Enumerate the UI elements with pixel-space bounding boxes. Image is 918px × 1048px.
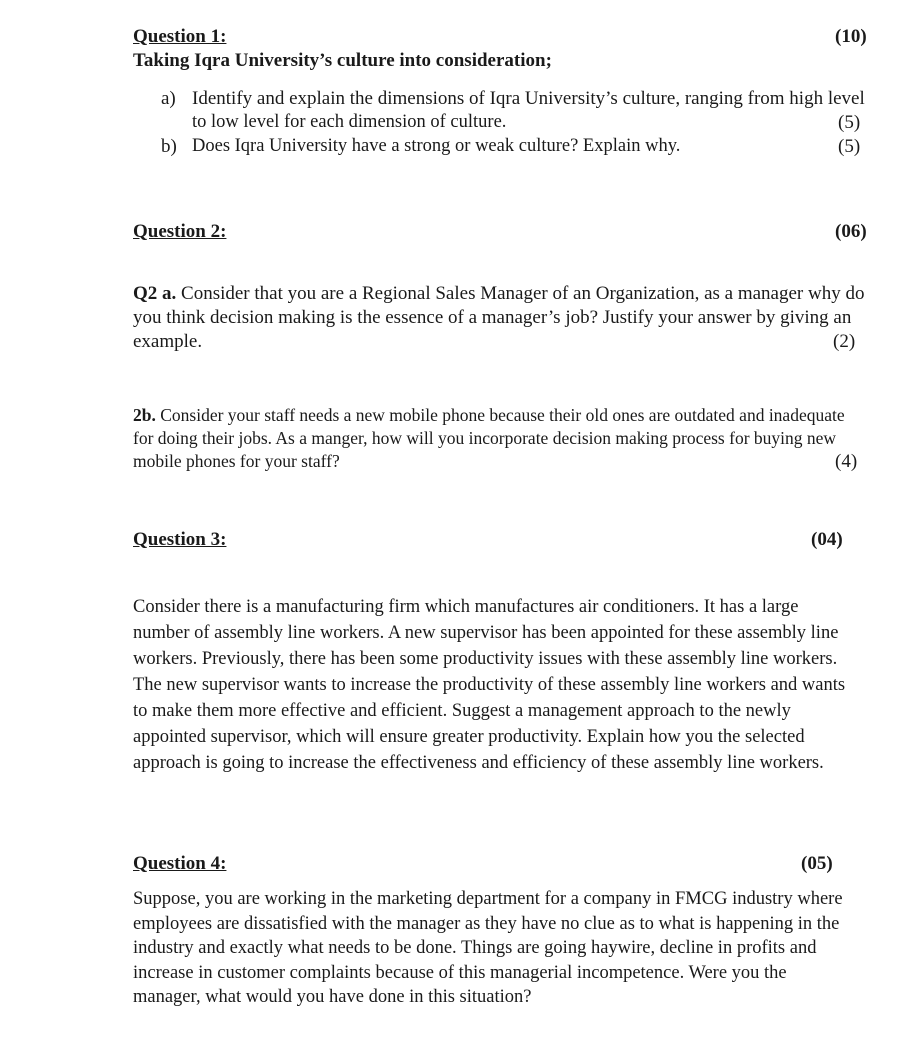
question-2a-line-2: you think decision making is the essence of a manager’s job? Justify your answer by giving an (133, 307, 852, 328)
question-4-body (133, 887, 843, 1010)
question-3-line-2: number of assembly line workers. A new supervisor has been appointed for these assembly line (133, 623, 839, 643)
question-4-line-1: Suppose, you are working in the marketing department for a company in FMCG industry where (133, 889, 843, 909)
question-1a-label: a) (161, 88, 176, 109)
question-2-heading: Question 2: (133, 221, 227, 242)
question-1-marks: (10) (835, 26, 867, 47)
question-2b-line-3: mobile phones for your staff? (133, 451, 340, 471)
question-2b-line-2: for doing their jobs. As a manger, how will you incorporate decision making process for buying new (133, 428, 837, 448)
question-4-line-4: increase in customer complaints because of this managerial incompetence. Were you the (133, 962, 787, 983)
question-3-body (133, 594, 845, 776)
question-3-line-6: appointed supervisor, which will ensure greater productivity. Explain how you the selected (133, 727, 805, 747)
question-3-line-5: to make them more effective and efficient. Suggest a management approach to the newly (133, 701, 791, 721)
question-2b-marks: (4) (835, 451, 858, 472)
question-1a-line-2: to low level for each dimension of culture. (192, 112, 507, 132)
question-1-heading: Question 1: (133, 26, 227, 47)
question-2a-line-1 (133, 283, 864, 305)
question-2b-line-1 (133, 405, 845, 426)
question-3-line-1: Consider there is a manufacturing firm which manufactures air conditioners. It has a large (133, 597, 799, 617)
question-2-marks: (06) (835, 221, 867, 242)
question-3-marks: (04) (811, 529, 843, 550)
question-4-heading: Question 4: (133, 853, 227, 874)
question-3-heading: Question 3: (133, 529, 227, 550)
question-1a-marks: (5) (838, 112, 861, 133)
question-1b-text: Does Iqra University have a strong or weak culture? Explain why. (192, 136, 681, 156)
question-1b-label: b) (161, 136, 177, 157)
question-4-line-5: manager, what would you have done in this situation? (133, 987, 532, 1007)
question-2b-text-1: Consider your staff needs a new mobile phone because their old ones are outdated and inadequate (160, 405, 845, 425)
question-1-intro: Taking Iqra University’s culture into consideration; (133, 50, 552, 71)
question-2a-text-1: Consider that you are a Regional Sales Manager of an Organization, as a manager why do (181, 283, 865, 304)
question-2a-marks: (2) (833, 331, 856, 352)
question-1b-marks: (5) (838, 136, 861, 157)
question-1a-line-1: Identify and explain the dimensions of Iqra University’s culture, ranging from high level (192, 88, 865, 109)
question-4-line-2: employees are dissatisfied with the manager as they have no clue as to what is happening in the (133, 913, 840, 934)
question-3-line-4: The new supervisor wants to increase the productivity of these assembly line workers and wants (133, 675, 846, 695)
question-2b-label: 2b. (133, 405, 156, 425)
question-3-line-3: workers. Previously, there has been some productivity issues with these assembly line workers. (133, 649, 838, 669)
question-2a-label: Q2 a. (133, 283, 177, 304)
question-4-marks: (05) (801, 853, 833, 874)
question-2a-line-3: example. (133, 331, 203, 352)
question-4-line-3: industry and exactly what needs to be done. Things are going haywire, decline in profits and (133, 938, 817, 958)
question-3-line-7: approach is going to increase the effectiveness and efficiency of these assembly line workers. (133, 753, 824, 773)
